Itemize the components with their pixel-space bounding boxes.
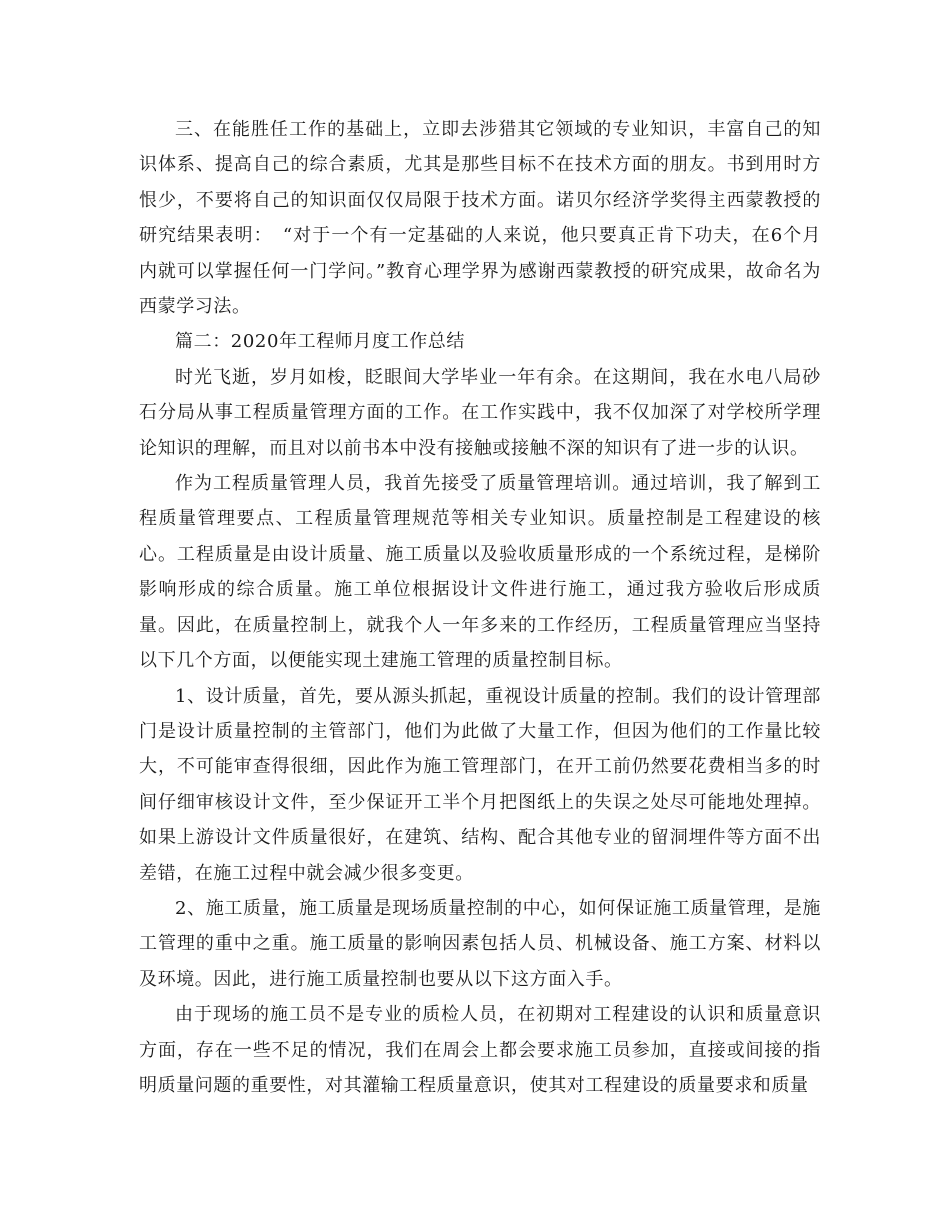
paragraph-design-quality: 1、设计质量，首先，要从源头抓起，重视设计质量的控制。我们的设计管理部门是设计质量控制的主管部门，他们为此做了大量工作，但因为他们的工作量比较大，不可能审查得很细，因此作为施工管理部门，在开工前仍然要花费相当多的时间仔细审核设计文件，至少保证开工半个月把图纸上的失误之处尽可能地处理掉。如果上游设计文件质量很好，在建筑、结构、配合其他专业的留洞埋件等方面不出差错，在施工过程中就会减少很多变更。: [139, 685, 821, 884]
paragraph-construction-quality: 2、施工质量，施工质量是现场质量控制的中心，如何保证施工质量管理，是施工管理的重中之重。施工质量的影响因素包括人员、机械设备、施工方案、材料以及环境。因此，进行施工质量控制也要从以下这方面入手。: [139, 897, 821, 990]
paragraph-intro: 时光飞逝，岁月如梭，眨眼间大学毕业一年有余。在这期间，我在水电八局砂石分局从事工程质量管理方面的工作。在工作实践中，我不仅加深了对学校所学理论知识的理解，而且对以前书本中没有接触或接触不深的知识有了进一步的认识。: [139, 366, 821, 459]
paragraph-learning-method: 三、在能胜任工作的基础上，立即去涉猎其它领域的专业知识，丰富自己的知识体系、提高自己的综合素质，尤其是那些目标不在技术方面的朋友。书到用时方恨少，不要将自己的知识面仅仅局限于技术方面。诺贝尔经济学奖得主西蒙教授的研究结果表明： “对于一个有一定基础的人来说，他只要真正肯下功夫，在6个月内就可以掌握任何一门学问。”教育心理学界为感谢西蒙教授的研究成果，故命名为西蒙学习法。: [139, 119, 821, 318]
paragraph-site-staff: 由于现场的施工员不是专业的质检人员，在初期对工程建设的认识和质量意识方面，存在一些不足的情况，我们在周会上都会要求施工员参加，直接或间接的指明质量问题的重要性，对其灌输工程质量意识，使其对工程建设的质量要求和质量: [139, 1004, 821, 1096]
document-body: [139, 112, 821, 1103]
section-heading: 篇二：2020年工程师月度工作总结: [175, 331, 466, 353]
paragraph-quality-training: 作为工程质量管理人员，我首先接受了质量管理培训。通过培训，我了解到工程质量管理要点、工程质量管理规范等相关专业知识。质量控制是工程建设的核心。工程质量是由设计质量、施工质量以及验收质量形成的一个系统过程，是梯阶影响形成的综合质量。施工单位根据设计文件进行施工，通过我方验收后形成质量。因此，在质量控制上，就我个人一年多来的工作经历，工程质量管理应当坚持以下几个方面，以便能实现土建施工管理的质量控制目标。: [139, 473, 821, 672]
